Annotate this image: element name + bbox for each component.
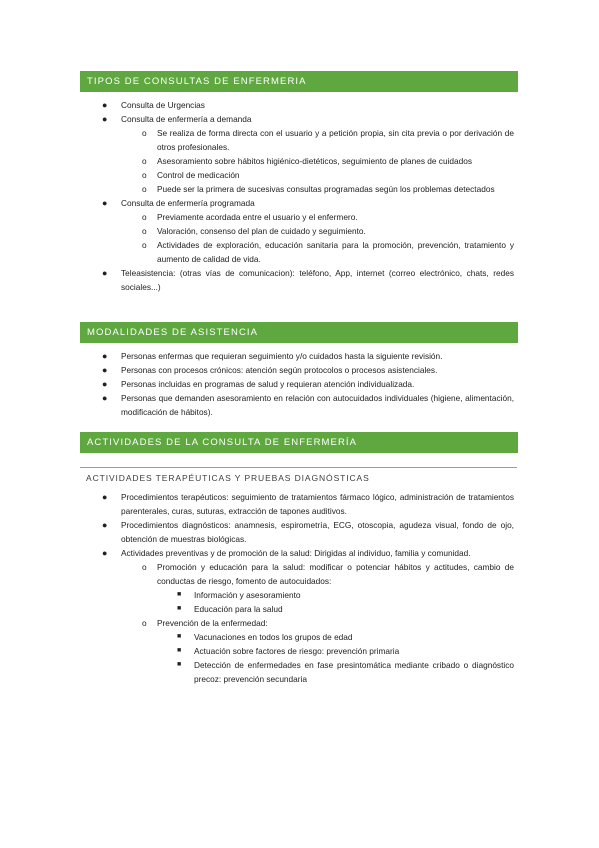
bullet-circle-icon: o: [142, 240, 147, 250]
list-item: ● Personas que demanden asesoramiento en relación con autocuidados individuales (higiene, alimentación, modificación de hábitos).: [102, 393, 514, 417]
bullet-dot-icon: ●: [102, 393, 108, 403]
list-item: o Control de medicación: [142, 170, 240, 180]
list-item: o Promoción y educación para la salud: modificar o potenciar hábitos y actitudes, cambio de conductas de riesgo, fomento de autocuidados:: [142, 562, 514, 586]
list-item: ● Actividades preventivas y de promoción de la salud: Dirigidas al individuo, familia y comunidad.: [102, 548, 471, 558]
modalidades-list: [0, 349, 599, 419]
bullet-square-icon: ■: [177, 605, 182, 612]
list-item: o Asesoramiento sobre hábitos higiénico-dietéticos, seguimiento de planes de cuidados: [142, 156, 473, 166]
list-item: ● Procedimientos diagnósticos: anamnesis, espirometría, ECG, otoscopia, agudeza visual, fondo de ojo, obtención de muestras biológicas.: [102, 520, 514, 544]
list-item: o Previamente acordada entre el usuario y el enfermero.: [142, 212, 358, 222]
bullet-dot-icon: ●: [102, 379, 108, 389]
list-item: ■ Vacunaciones en todos los grupos de edad: [177, 632, 353, 642]
bullet-square-icon: ■: [177, 591, 182, 598]
list-item: ● Teleasistencia: (otras vías de comunicacion): teléfono, App, internet (correo electrónico, chats, redes sociales...): [102, 268, 514, 292]
list-item: o Puede ser la primera de sucesivas consultas programadas según los problemas detectados: [142, 184, 495, 194]
bullet-circle-icon: o: [142, 128, 147, 138]
list-item: ■ Información y asesoramiento: [177, 590, 301, 600]
bullet-dot-icon: ●: [102, 520, 108, 530]
bullet-dot-icon: ●: [102, 100, 108, 110]
list-item: ● Consulta de Urgencias: [102, 100, 205, 110]
bullet-circle-icon: o: [142, 184, 147, 194]
bullet-circle-icon: o: [142, 156, 147, 166]
list-item: o Valoración, consenso del plan de cuidado y seguimiento.: [142, 226, 366, 236]
list-item: ● Personas con procesos crónicos: atención según protocolos o procesos asistenciales.: [102, 365, 438, 375]
list-item: ● Procedimientos terapéuticos: seguimiento de tratamientos fármaco lógico, administración de tratamientos parenterales, curas, suturas, extracción de tapones auditivos.: [102, 492, 514, 516]
list-item: ● Consulta de enfermería programada: [102, 198, 255, 208]
bullet-dot-icon: ●: [102, 365, 108, 375]
bullet-circle-icon: o: [142, 212, 147, 222]
list-item: ■ Actuación sobre factores de riesgo: prevención primaria: [177, 646, 400, 656]
section-header-modalidades: MODALIDADES DE ASISTENCIA: [80, 322, 518, 343]
bullet-square-icon: ■: [177, 633, 182, 640]
list-item: ● Personas incluidas en programas de salud y requieran atención individualizada.: [102, 379, 415, 389]
list-item: o Prevención de la enfermedad:: [142, 618, 268, 628]
bullet-circle-icon: o: [142, 618, 147, 628]
bullet-dot-icon: ●: [102, 548, 108, 558]
list-item: o Se realiza de forma directa con el usuario y a petición propia, sin cita previa o por derivación de otros profesionales.: [142, 128, 514, 152]
list-item: ■ Detección de enfermedades en fase presintomática mediante cribado o diagnóstico precoz: prevención secundaria: [177, 660, 514, 684]
bullet-circle-icon: o: [142, 226, 147, 236]
list-item: ● Personas enfermas que requieran seguimiento y/o cuidados hasta la siguiente revisión.: [102, 351, 443, 361]
tipos-list: [0, 98, 599, 294]
bullet-circle-icon: o: [142, 170, 147, 180]
bullet-circle-icon: o: [142, 562, 147, 572]
bullet-dot-icon: ●: [102, 268, 108, 278]
section-header-tipos: TIPOS DE CONSULTAS DE ENFERMERIA: [80, 71, 518, 92]
actividades-list: [0, 490, 599, 686]
section-header-actividades: ACTIVIDADES DE LA CONSULTA DE ENFERMERÍA: [80, 432, 518, 453]
bullet-dot-icon: ●: [102, 198, 108, 208]
bullet-square-icon: ■: [177, 661, 182, 668]
bullet-dot-icon: ●: [102, 114, 108, 124]
list-item: ■ Educación para la salud: [177, 604, 283, 614]
bullet-dot-icon: ●: [102, 351, 108, 361]
list-item: o Actividades de exploración, educación sanitaria para la promoción, prevención, tratamiento y aumento de calidad de vida.: [142, 240, 514, 264]
subsection-title: ACTIVIDADES TERAPÉUTICAS Y PRUEBAS DIAGNÓSTICAS: [86, 473, 370, 483]
subsection-divider: [80, 467, 517, 468]
bullet-square-icon: ■: [177, 647, 182, 654]
bullet-dot-icon: ●: [102, 492, 108, 502]
list-item: ● Consulta de enfermería a demanda: [102, 114, 252, 124]
